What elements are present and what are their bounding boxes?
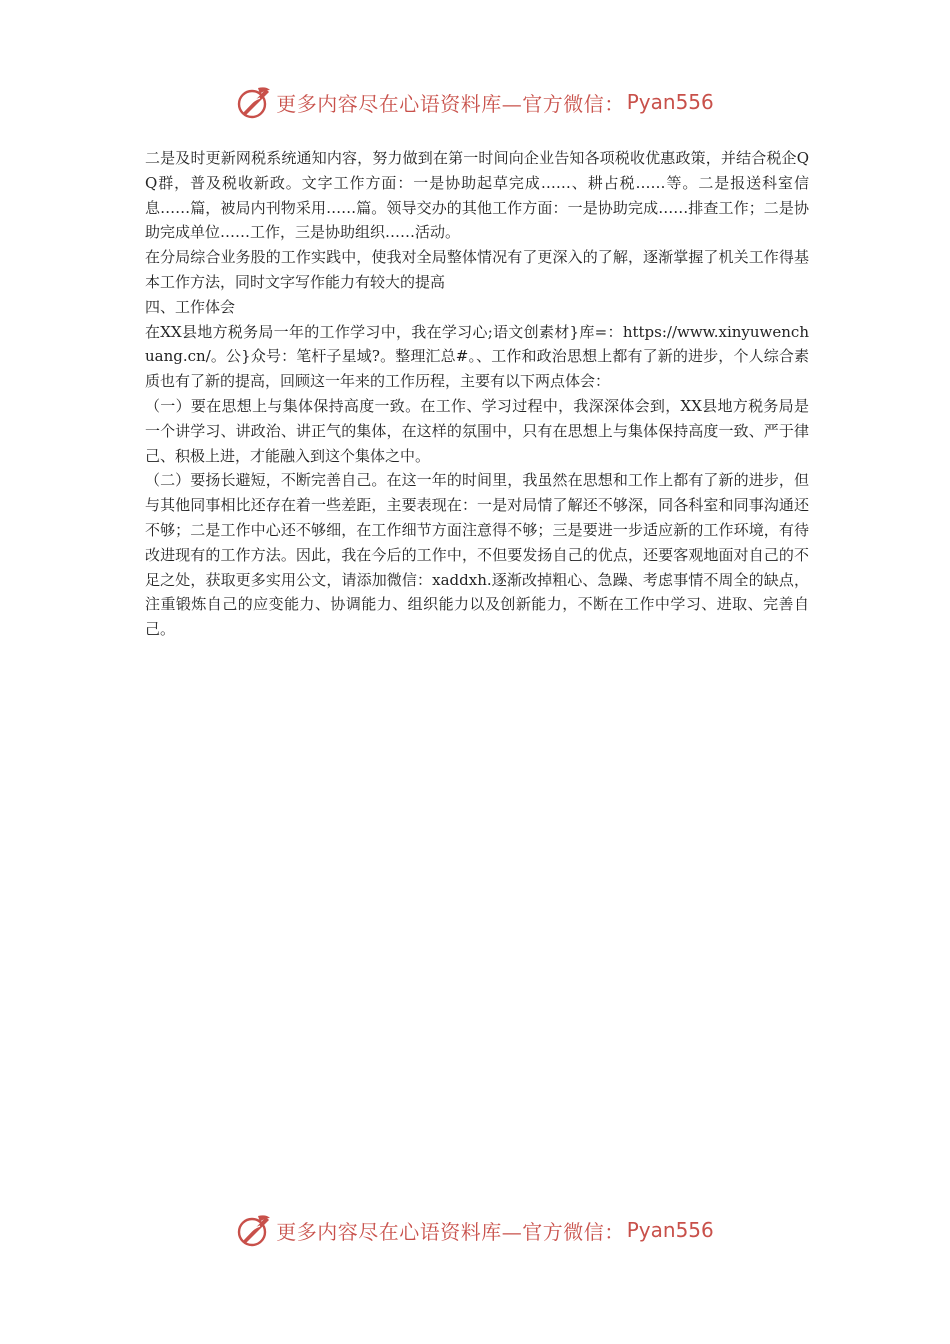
paragraph-practice-summary: 在分局综合业务股的工作实践中，使我对全局整体情况有了更深入的了解，逐渐掌握了机关工作得基本工作方法，同时文字写作能力有较大的提高 — [145, 248, 809, 291]
paragraph-point-one: （一）要在思想上与集体保持高度一致。在工作、学习过程中，我深深体会到，XX县地方税务局是一个讲学习、讲政治、讲正气的集体，在这样的氛围中，只有在思想上与集体保持高度一致、严于律己、积极上进，才能融入到这个集体之中。 — [145, 396, 809, 465]
footer-wechat-id: Pyan556 — [626, 1218, 714, 1242]
paragraph-point-two: （二）要扬长避短，不断完善自己。在这一年的时间里，我虽然在思想和工作上都有了新的进步，但与其他同事相比还存在着一些差距，主要表现在：一是对局情了解还不够深，同各科室和同事沟通还不够；二是工作中心还不够细，在工作细节方面注意得不够；三是要进一步适应新的工作环境，有待改进现有的工作方法。因此，我在今后的工作中，不但要发扬自己的优点，还要客观地面对自己的不足之处，获取更多实用公文，请添加微信：xaddxh.逐渐改掉粗心、急躁、考虑事情不周全的缺点，注重锻炼自己的应变能力、协调能力、组织能力以及创新能力，不断在工作中学习、进取、完善自己。 — [145, 471, 809, 639]
header-brand-text: 更多内容尽在心语资料库—官方微信： — [276, 91, 625, 116]
paragraph-tax-notification: 二是及时更新网税系统通知内容，努力做到在第一时间向企业告知各项税收优惠政策，并结合税企QQ群，普及税收新政。文字工作方面：一是协助起草完成……、耕占税……等。二是报送科室信息……篇，被局内刊物采用……篇。领导交办的其他工作方面：一是协助完成……排查工作；二是协助完成单位……工作，三是协助组织……活动。 — [145, 149, 809, 242]
header-wechat-id: Pyan556 — [626, 90, 714, 114]
footer-banner — [0, 1210, 950, 1250]
quill-pen-logo-icon — [236, 84, 272, 120]
footer-brand-text: 更多内容尽在心语资料库—官方微信： — [276, 1219, 625, 1244]
document-body — [145, 146, 809, 642]
header-banner — [0, 82, 950, 122]
paragraph-experience-intro: 在XX县地方税务局一年的工作学习中，我在学习心;语文创素材}库=：https://www.xinyuwenchuang.cn/。公}众号：笔杆子星域?。整理汇总#。、工作和政治思想上都有了新的进步，个人综合素质也有了新的提高，回顾这一年来的工作历程，主要有以下两点体会： — [145, 322, 809, 391]
quill-pen-logo-icon — [236, 1212, 272, 1248]
section-heading-work-experience: 四、工作体会 — [145, 297, 236, 316]
